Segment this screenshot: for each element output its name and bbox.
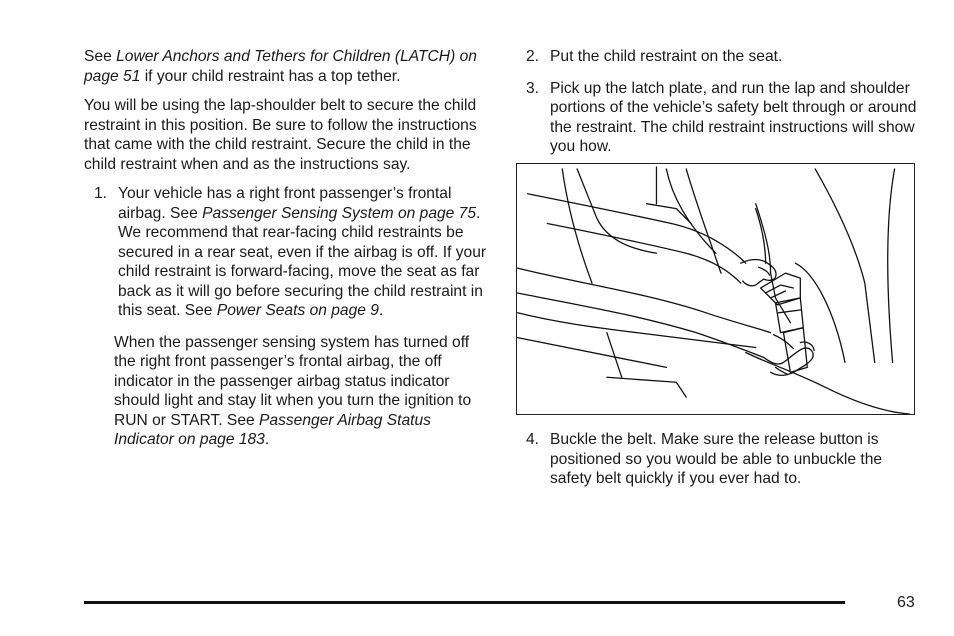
footer-rule bbox=[84, 601, 845, 604]
right-column bbox=[526, 47, 926, 169]
seat-cushion-edge bbox=[518, 313, 756, 348]
buckle-body bbox=[776, 298, 804, 333]
list-item-1: 1. Your vehicle has a right front passenger’s frontal airbag. See Passenger Sensing System on page 75. We recommend that rear-facing child restraints be secured in a rear seat, even if the airbag is off. If your child restraint is forward-facing, move the seat as far back as it will go before securing the child restraint in this seat. See Power Seats on page 9. bbox=[94, 185, 487, 319]
upper-arm bbox=[528, 194, 746, 263]
right-column-bottom bbox=[526, 430, 926, 501]
list-item-3: 3. Pick up the latch plate, and run the lap and shoulder portions of the vehicle’s safety belt through or around the restraint. The child restraint instructions will show you how. bbox=[526, 79, 917, 155]
door-panel-edge bbox=[815, 169, 875, 362]
buckling-belt-illustration bbox=[516, 163, 915, 415]
latch-plate bbox=[761, 273, 801, 305]
belt-buckle-drawing bbox=[517, 164, 914, 414]
list-item-4: 4. Buckle the belt. Make sure the release button is positioned so you would be able to unbuckle the safety belt quickly if you ever had to. bbox=[526, 431, 883, 487]
seat-back-outline bbox=[686, 169, 721, 273]
list-item-2: 2. Put the child restraint on the seat. bbox=[526, 48, 783, 65]
page-number: 63 bbox=[897, 594, 915, 611]
latch-link: Lower Anchors and Tethers for Children (LATCH) on page 51 bbox=[84, 48, 477, 85]
power-seats-link: Power Seats on page 9 bbox=[216, 302, 379, 319]
left-column bbox=[84, 47, 494, 450]
lap-shoulder-paragraph: You will be using the lap-shoulder belt to secure the child restraint in this position. Be sure to follow the instructions that came with the child restraint. Secure the child in the child restraint when and as the instructions say. bbox=[84, 97, 477, 173]
latch-reference-paragraph: See Lower Anchors and Tethers for Children (LATCH) on page 51 if your child restraint has a top tether. bbox=[84, 48, 477, 85]
airbag-indicator-paragraph: When the passenger sensing system has turned off the right front passenger’s frontal airbag, the off indicator in the passenger airbag status indicator should light and stay lit when you turn the ignition to RUN or START. See Passenger Airbag Status Indicator on page 183. bbox=[114, 333, 472, 448]
airbag-status-link: Passenger Airbag Status Indicator on page 183 bbox=[114, 411, 431, 448]
passenger-sensing-link: Passenger Sensing System on page 75 bbox=[202, 204, 477, 222]
